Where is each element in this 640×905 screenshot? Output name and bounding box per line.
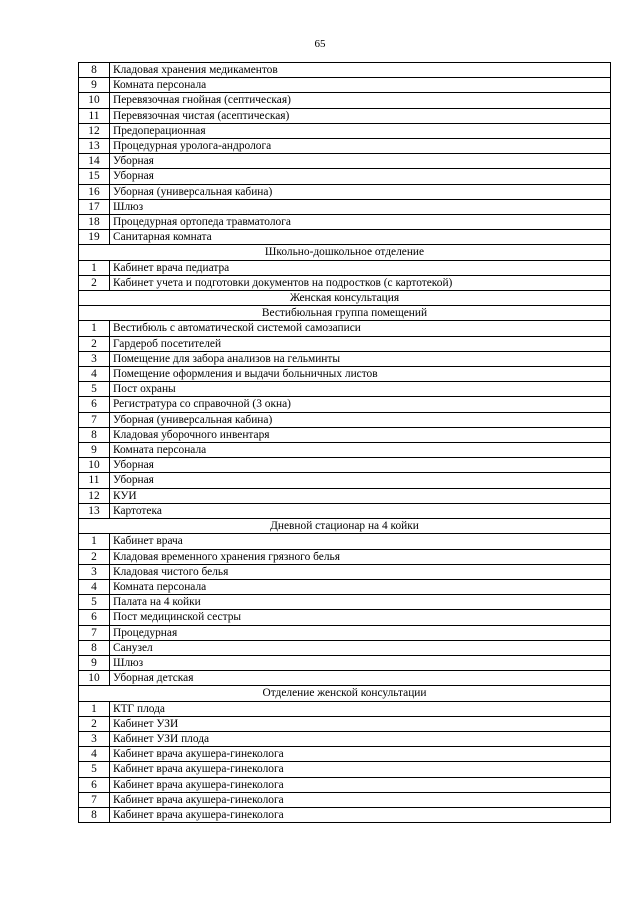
table-row <box>79 215 611 230</box>
room-name: Предоперационная <box>110 123 611 138</box>
table-row <box>79 397 611 412</box>
row-number: 4 <box>79 579 110 594</box>
row-number: 5 <box>79 762 110 777</box>
table-row <box>79 473 611 488</box>
room-name: Кабинет врача акушера-гинеколога <box>110 762 611 777</box>
row-number: 12 <box>79 123 110 138</box>
row-number: 5 <box>79 595 110 610</box>
row-number: 11 <box>79 108 110 123</box>
room-name: Кладовая хранения медикаментов <box>110 63 611 78</box>
room-name: Картотека <box>110 503 611 518</box>
row-number: 10 <box>79 671 110 686</box>
row-number: 1 <box>79 260 110 275</box>
room-name: Уборная детская <box>110 671 611 686</box>
row-number: 18 <box>79 215 110 230</box>
table-row <box>79 139 611 154</box>
row-number: 9 <box>79 443 110 458</box>
room-name: Кабинет врача <box>110 534 611 549</box>
room-name: Уборная <box>110 473 611 488</box>
row-number: 1 <box>79 321 110 336</box>
row-number: 8 <box>79 63 110 78</box>
room-name: Кабинет УЗИ <box>110 716 611 731</box>
table-row <box>79 260 611 275</box>
section-header-row <box>79 245 611 260</box>
table-row <box>79 336 611 351</box>
table-row <box>79 807 611 822</box>
row-number: 10 <box>79 93 110 108</box>
table-row <box>79 747 611 762</box>
rooms-table-body <box>79 63 611 823</box>
table-row <box>79 78 611 93</box>
room-name: КТГ плода <box>110 701 611 716</box>
page-number: 65 <box>314 38 326 50</box>
table-row <box>79 716 611 731</box>
section-header-row <box>79 519 611 534</box>
row-number: 7 <box>79 792 110 807</box>
row-number: 1 <box>79 534 110 549</box>
room-name: Процедурная <box>110 625 611 640</box>
row-number: 14 <box>79 154 110 169</box>
room-name: Кабинет учета и подготовки документов на подростков (с картотекой) <box>110 275 611 290</box>
table-row <box>79 275 611 290</box>
room-name: Шлюз <box>110 655 611 670</box>
room-name: Перевязочная гнойная (септическая) <box>110 93 611 108</box>
table-row <box>79 184 611 199</box>
table-row <box>79 321 611 336</box>
row-number: 11 <box>79 473 110 488</box>
row-number: 9 <box>79 655 110 670</box>
row-number: 7 <box>79 412 110 427</box>
section-title: Отделение женской консультации <box>79 686 611 701</box>
table-row <box>79 123 611 138</box>
table-row <box>79 199 611 214</box>
room-name: Регистратура со справочной (3 окна) <box>110 397 611 412</box>
table-row <box>79 731 611 746</box>
row-number: 6 <box>79 777 110 792</box>
room-name: Кабинет врача акушера-гинеколога <box>110 792 611 807</box>
row-number: 13 <box>79 139 110 154</box>
room-name: Комната персонала <box>110 443 611 458</box>
section-header-row <box>79 306 611 321</box>
room-name: Комната персонала <box>110 78 611 93</box>
row-number: 10 <box>79 458 110 473</box>
room-name: Уборная <box>110 154 611 169</box>
table-row <box>79 792 611 807</box>
room-name: Уборная <box>110 458 611 473</box>
room-name: Процедурная уролога-андролога <box>110 139 611 154</box>
room-name: Кабинет врача акушера-гинеколога <box>110 747 611 762</box>
table-row <box>79 777 611 792</box>
room-name: Перевязочная чистая (асептическая) <box>110 108 611 123</box>
table-row <box>79 549 611 564</box>
room-name: Санузел <box>110 640 611 655</box>
room-name: Вестибюль с автоматической системой самозаписи <box>110 321 611 336</box>
section-header-row <box>79 291 611 306</box>
room-name: Пост медицинской сестры <box>110 610 611 625</box>
room-name: Уборная (универсальная кабина) <box>110 412 611 427</box>
row-number: 3 <box>79 564 110 579</box>
table-row <box>79 762 611 777</box>
room-name: Кабинет врача педиатра <box>110 260 611 275</box>
table-row <box>79 503 611 518</box>
table-row <box>79 412 611 427</box>
section-title: Женская консультация <box>79 291 611 306</box>
table-row <box>79 443 611 458</box>
room-name: Гардероб посетителей <box>110 336 611 351</box>
room-name: Пост охраны <box>110 382 611 397</box>
row-number: 3 <box>79 731 110 746</box>
room-name: Шлюз <box>110 199 611 214</box>
room-name: Помещение для забора анализов на гельминты <box>110 351 611 366</box>
table-row <box>79 625 611 640</box>
row-number: 9 <box>79 78 110 93</box>
row-number: 6 <box>79 610 110 625</box>
table-row <box>79 108 611 123</box>
table-row <box>79 63 611 78</box>
row-number: 17 <box>79 199 110 214</box>
row-number: 7 <box>79 625 110 640</box>
room-name: Кладовая чистого белья <box>110 564 611 579</box>
table-row <box>79 154 611 169</box>
row-number: 3 <box>79 351 110 366</box>
table-row <box>79 367 611 382</box>
table-row <box>79 458 611 473</box>
table-row <box>79 351 611 366</box>
section-header-row <box>79 686 611 701</box>
section-title: Школьно-дошкольное отделение <box>79 245 611 260</box>
row-number: 19 <box>79 230 110 245</box>
table-row <box>79 382 611 397</box>
table-row <box>79 427 611 442</box>
table-row <box>79 230 611 245</box>
row-number: 12 <box>79 488 110 503</box>
row-number: 15 <box>79 169 110 184</box>
table-row <box>79 579 611 594</box>
row-number: 5 <box>79 382 110 397</box>
room-name: Процедурная ортопеда травматолога <box>110 215 611 230</box>
table-row <box>79 655 611 670</box>
room-name: Кладовая уборочного инвентаря <box>110 427 611 442</box>
row-number: 16 <box>79 184 110 199</box>
row-number: 4 <box>79 367 110 382</box>
room-name: КУИ <box>110 488 611 503</box>
room-name: Помещение оформления и выдачи больничных листов <box>110 367 611 382</box>
room-name: Палата на 4 койки <box>110 595 611 610</box>
table-row <box>79 488 611 503</box>
row-number: 6 <box>79 397 110 412</box>
room-name: Уборная <box>110 169 611 184</box>
room-name: Уборная (универсальная кабина) <box>110 184 611 199</box>
room-name: Комната персонала <box>110 579 611 594</box>
table-row <box>79 640 611 655</box>
table-row <box>79 595 611 610</box>
row-number: 4 <box>79 747 110 762</box>
table-row <box>79 701 611 716</box>
row-number: 2 <box>79 549 110 564</box>
table-row <box>79 671 611 686</box>
room-name: Кабинет врача акушера-гинеколога <box>110 807 611 822</box>
room-name: Кладовая временного хранения грязного белья <box>110 549 611 564</box>
room-name: Санитарная комната <box>110 230 611 245</box>
row-number: 2 <box>79 336 110 351</box>
row-number: 8 <box>79 427 110 442</box>
row-number: 8 <box>79 640 110 655</box>
row-number: 8 <box>79 807 110 822</box>
row-number: 13 <box>79 503 110 518</box>
rooms-table <box>78 62 611 823</box>
row-number: 2 <box>79 275 110 290</box>
table-row <box>79 169 611 184</box>
row-number: 1 <box>79 701 110 716</box>
table-row <box>79 93 611 108</box>
table-row <box>79 564 611 579</box>
room-name: Кабинет врача акушера-гинеколога <box>110 777 611 792</box>
table-row <box>79 610 611 625</box>
section-title: Вестибюльная группа помещений <box>79 306 611 321</box>
room-name: Кабинет УЗИ плода <box>110 731 611 746</box>
table-row <box>79 534 611 549</box>
section-title: Дневной стационар на 4 койки <box>79 519 611 534</box>
row-number: 2 <box>79 716 110 731</box>
